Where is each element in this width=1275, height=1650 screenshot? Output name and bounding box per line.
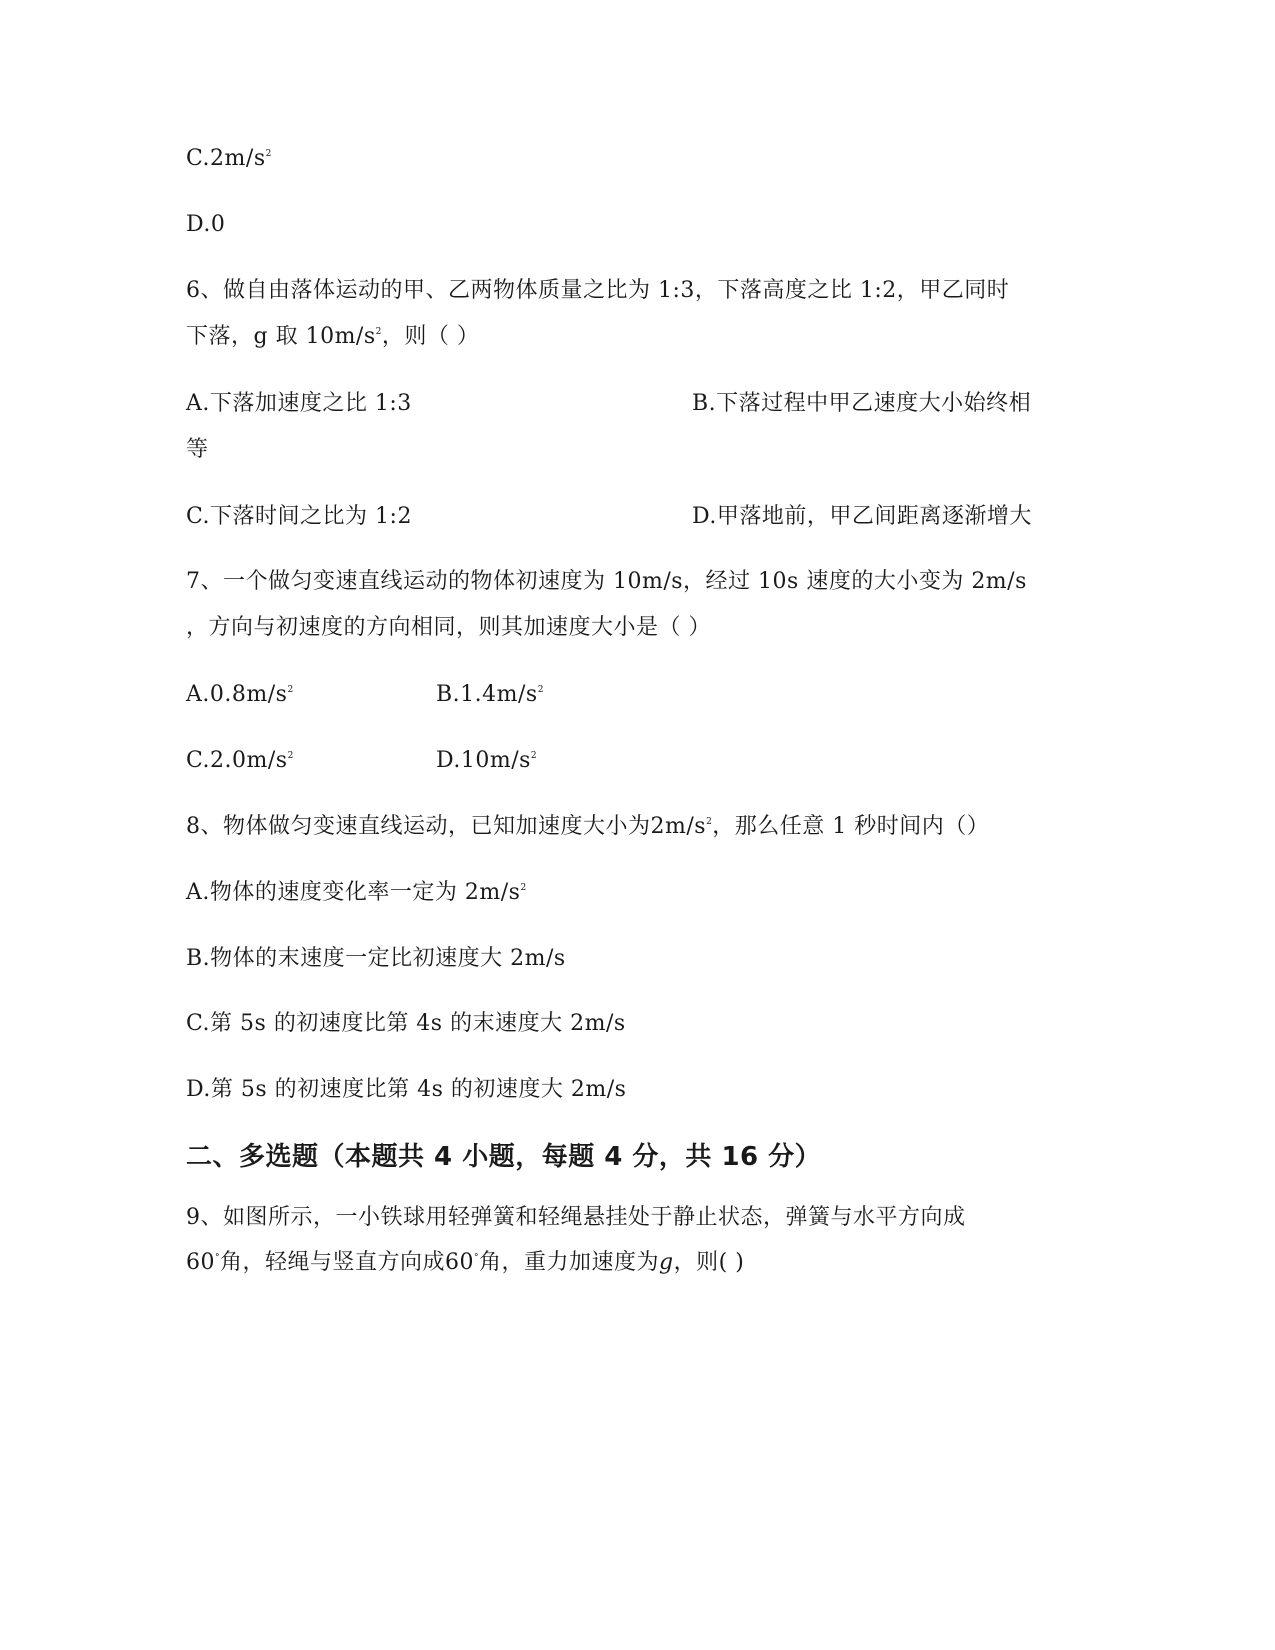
q6-option-c: C.下落时间之比为 1:2: [186, 504, 412, 529]
q7-option-a: $A.0.8m/s^2$: [186, 682, 294, 707]
q7-stem-line1: 7、一个做匀变速直线运动的物体初速度为 10m/s，经过 10s 速度的大小变为 2m/s: [186, 569, 1027, 594]
section-heading-multiple-choice: 二、多选题（本题共 4 小题，每题 4 分，共 16 分）: [186, 1142, 822, 1172]
q7-option-d: $D.10m/s^2$: [436, 748, 538, 773]
q6-option-a: A.下落加速度之比 1:3: [186, 391, 412, 416]
q8-option-c: C.第 5s 的初速度比第 4s 的末速度大 2m/s: [186, 1011, 626, 1036]
q7-stem-line2: ，方向与初速度的方向相同，则其加速度大小是（ ）: [186, 615, 711, 640]
q9-stem-line1: 9、如图所示，一小铁球用轻弹簧和轻绳悬挂处于静止状态，弹簧与水平方向成: [186, 1205, 966, 1230]
q7-option-c: $C.2.0m/s^2$: [186, 748, 294, 773]
q8-stem: 8、物体做匀变速直线运动，已知加速度大小为$2m/s^2$，那么任意 1 秒时间内（）: [186, 814, 990, 839]
q6-option-b: B.下落过程中甲乙速度大小始终相: [692, 391, 1032, 416]
q6-stem-line1: 6、做自由落体运动的甲、乙两物体质量之比为 1:3，下落高度之比 1:2，甲乙同时: [186, 278, 1010, 303]
q6-stem-line2: 下落，g 取 $10m/s^2$，则（ ）: [186, 324, 480, 349]
q9-stem-line2: 60°角，轻绳与竖直方向成60°角，重力加速度为g，则( ): [186, 1250, 745, 1275]
q5-option-d: D.0: [186, 212, 226, 237]
q6-option-d: D.甲落地前，甲乙间距离逐渐增大: [692, 504, 1032, 529]
q8-option-b: B.物体的末速度一定比初速度大 2m/s: [186, 946, 566, 971]
q8-option-d: D.第 5s 的初速度比第 4s 的初速度大 2m/s: [186, 1077, 627, 1102]
q8-option-a: A.物体的速度变化率一定为 $2m/s^2$: [186, 880, 527, 905]
q6-option-b-wrap: 等: [186, 437, 209, 462]
q7-option-b: $B.1.4m/s^2$: [436, 682, 544, 707]
q5-option-c: $C.2m/s^2$: [186, 146, 272, 171]
